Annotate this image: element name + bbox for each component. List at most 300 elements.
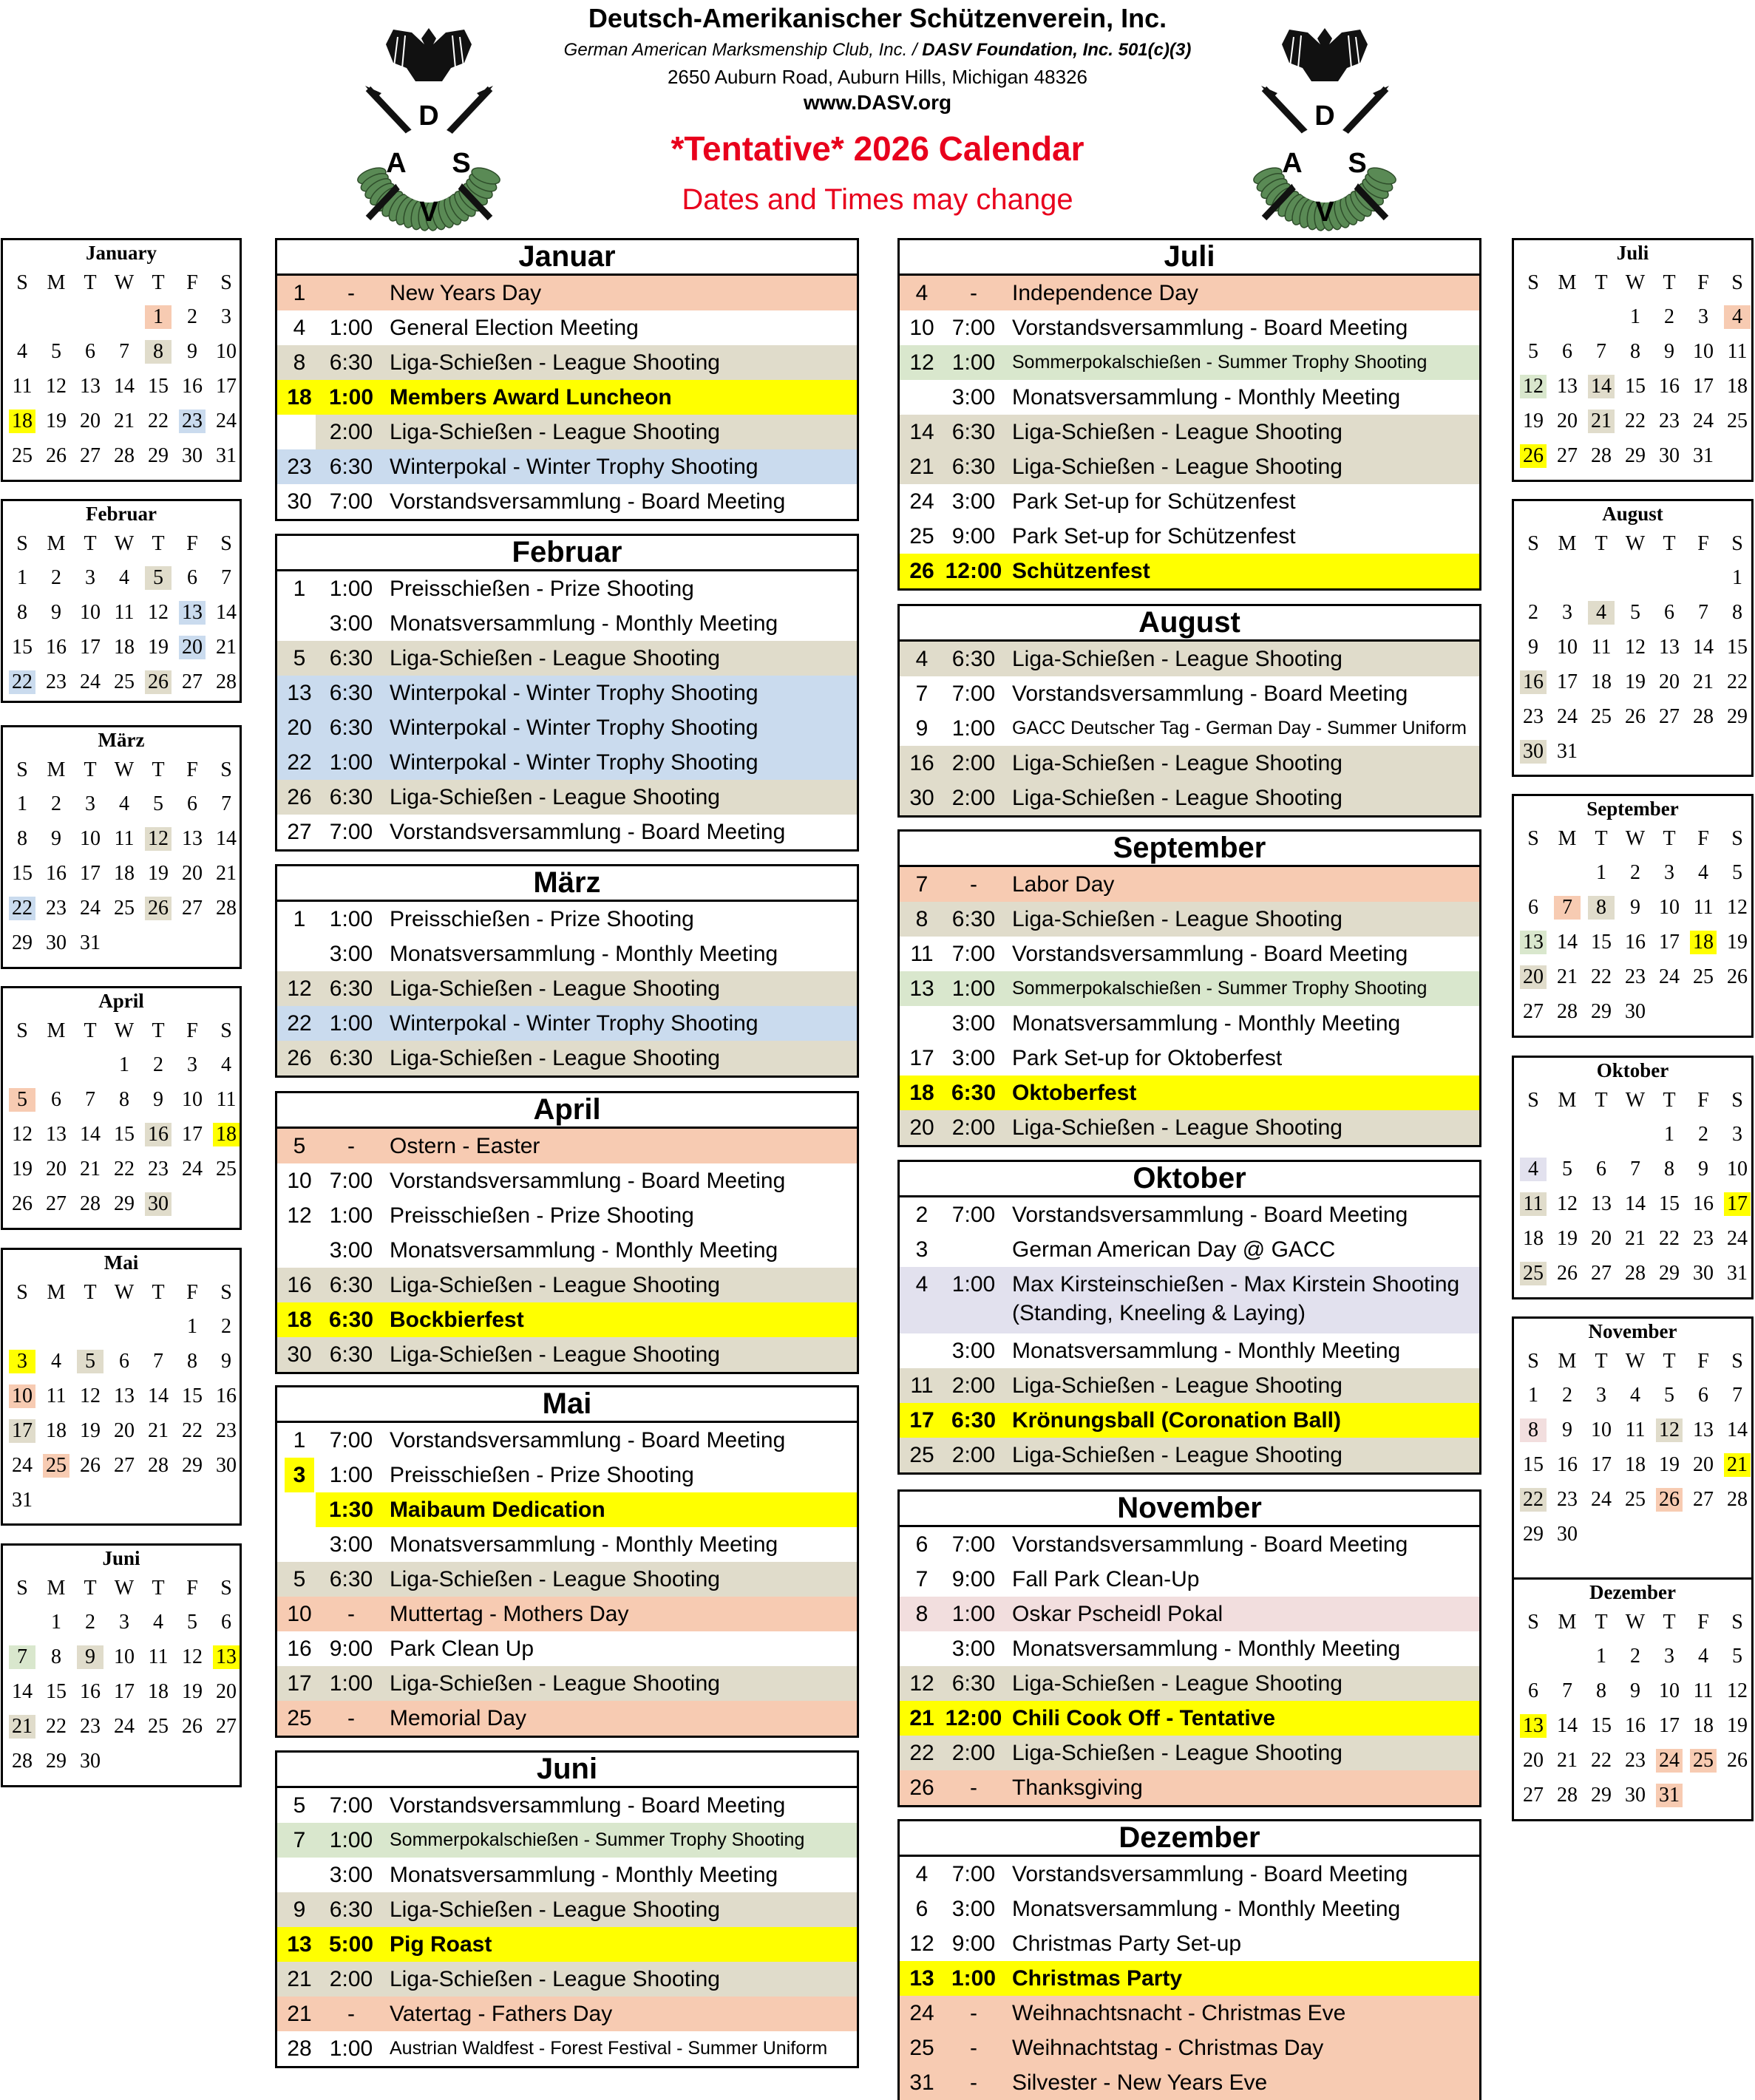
mini-day: 5 — [1528, 340, 1538, 363]
mini-day: 3 — [187, 1053, 197, 1076]
event-row — [900, 1892, 1479, 1926]
mini-day: 19 — [148, 636, 169, 659]
mini-day: 15 — [148, 375, 169, 398]
event-day: 7 — [915, 682, 929, 706]
mini-day: 5 — [9, 1088, 35, 1112]
club-name: Deutsch-Amerikanischer Schützenverein, Inc. — [588, 3, 1167, 33]
mini-day: 30 — [182, 444, 203, 467]
event-time: 2:00 — [329, 420, 373, 444]
event-row — [277, 1892, 857, 1927]
event-day: 8 — [915, 1602, 929, 1626]
weekday-label: S — [220, 532, 232, 555]
event-day: 1 — [293, 577, 306, 601]
mini-day: 10 — [9, 1384, 35, 1408]
event-time: 6:30 — [951, 1408, 997, 1433]
mini-day: 8 — [145, 340, 172, 364]
mini-day: 2 — [1562, 1384, 1572, 1407]
event-time: 3:00 — [329, 611, 373, 636]
mini-day: 8 — [17, 601, 27, 624]
event-time: 1:00 — [329, 1203, 373, 1228]
mini-day: 26 — [182, 1715, 203, 1738]
club-address: 2650 Auburn Road, Auburn Hills, Michigan 48326 — [667, 66, 1088, 88]
mini-day: 12 — [145, 827, 172, 851]
event-row — [277, 1233, 857, 1268]
event-time: 7:00 — [329, 489, 373, 514]
weekday-label: T — [1663, 1611, 1676, 1634]
mini-day: 16 — [1557, 1453, 1578, 1476]
mini-day: 7 — [1698, 601, 1708, 624]
event-row — [277, 1666, 857, 1701]
event-name: Liga-Schießen - League Shooting — [390, 1967, 720, 1991]
weekday-label: S — [1527, 1350, 1539, 1373]
event-time: 6:30 — [329, 716, 373, 740]
event-row — [900, 1076, 1479, 1110]
event-name: Vorstandsversammlung - Board Meeting — [390, 820, 786, 844]
weekday-label: F — [1697, 1611, 1709, 1634]
mini-day: 22 — [114, 1158, 135, 1180]
event-name: Liga-Schießen - League Shooting — [390, 420, 720, 444]
mini-calendar-november — [1512, 1316, 1754, 1594]
event-row — [900, 1110, 1479, 1145]
mini-day: 13 — [80, 375, 101, 398]
mini-day: 29 — [1591, 1000, 1612, 1023]
mini-day: 10 — [1591, 1418, 1612, 1441]
mini-day: 17 — [1557, 670, 1578, 693]
mini-day: 30 — [46, 931, 67, 954]
event-day: 13 — [909, 1966, 934, 1991]
event-time: 6:30 — [329, 1046, 373, 1070]
emblem-letter: V — [419, 197, 438, 228]
mini-day: 28 — [148, 1454, 169, 1477]
mini-day: 16 — [145, 1123, 172, 1146]
mini-day: 6 — [51, 1088, 61, 1111]
mini-day: 6 — [187, 792, 197, 815]
event-day: 21 — [909, 455, 934, 479]
event-day: 5 — [293, 1793, 306, 1818]
mini-day: 9 — [1698, 1158, 1708, 1180]
event-time: - — [970, 2070, 977, 2095]
event-row — [900, 484, 1479, 519]
event-name: Monatsversammlung - Monthly Meeting — [390, 1863, 778, 1887]
mini-day: 5 — [1630, 601, 1640, 624]
event-day: 9 — [915, 716, 929, 741]
mini-day: 1 — [1596, 1645, 1606, 1668]
event-name: Monatsversammlung - Monthly Meeting — [1012, 1897, 1401, 1921]
mini-day: 9 — [1528, 636, 1538, 659]
event-time: 1:00 — [951, 716, 996, 741]
mini-day: 11 — [46, 1384, 67, 1407]
event-name: Liga-Schießen - League Shooting — [390, 1273, 720, 1297]
event-day: 4 — [915, 281, 929, 305]
mini-day: 5 — [145, 566, 172, 590]
mini-day: 7 — [1732, 1384, 1742, 1407]
event-time: - — [347, 1602, 355, 1626]
event-name: Liga-Schießen - League Shooting — [390, 976, 720, 1001]
event-row — [900, 276, 1479, 310]
mini-day: 6 — [1596, 1158, 1606, 1180]
mini-day: 15 — [12, 636, 33, 659]
weekday-label: T — [152, 532, 165, 555]
event-name: Muttertag - Mothers Day — [390, 1602, 629, 1626]
event-name: Winterpokal - Winter Trophy Shooting — [390, 1011, 758, 1036]
mini-day: 23 — [216, 1419, 237, 1442]
mini-calendar-mai — [1, 1248, 242, 1526]
event-row — [277, 1527, 857, 1562]
event-row — [277, 937, 857, 971]
event-row — [277, 1129, 857, 1163]
event-row — [277, 415, 857, 449]
club-subtitle — [0, 40, 1755, 61]
mini-day: 27 — [1693, 1488, 1714, 1511]
mini-day: 8 — [119, 1088, 129, 1111]
mini-day: 3 — [9, 1350, 35, 1373]
event-day: 17 — [909, 1408, 934, 1433]
event-name: Members Award Luncheon — [390, 385, 672, 410]
mini-day: 11 — [1520, 1192, 1547, 1216]
mini-calendar-title: Juli — [1616, 242, 1649, 264]
mini-day: 5 — [1664, 1384, 1674, 1407]
mini-day: 3 — [1698, 305, 1708, 328]
mini-day: 14 — [148, 1384, 169, 1407]
event-time: 6:30 — [329, 681, 373, 705]
event-row — [900, 971, 1479, 1006]
event-time: 6:30 — [329, 1567, 373, 1591]
mini-day: 18 — [1591, 670, 1612, 693]
event-name: Park Set-up for Oktoberfest — [1012, 1046, 1283, 1070]
weekday-label: T — [1595, 532, 1608, 555]
mini-day: 15 — [1591, 1714, 1612, 1737]
weekday-label: T — [1595, 1611, 1608, 1634]
mini-day: 14 — [1727, 1418, 1748, 1441]
mini-day: 18 — [213, 1123, 240, 1146]
event-name: Chili Cook Off - Tentative — [1012, 1706, 1276, 1730]
event-day: 12 — [287, 1203, 312, 1228]
mini-day: 27 — [114, 1454, 135, 1477]
event-row — [277, 745, 857, 780]
event-day: 7 — [915, 1567, 929, 1591]
event-name: Vorstandsversammlung - Board Meeting — [1012, 1862, 1408, 1886]
weekday-label: S — [16, 532, 28, 555]
weekday-label: T — [152, 1019, 165, 1042]
event-time: 9:00 — [951, 1567, 996, 1591]
emblem-letter: A — [386, 148, 407, 179]
event-time: 7:00 — [329, 1169, 373, 1193]
event-row — [900, 449, 1479, 484]
event-day: 5 — [293, 646, 306, 670]
event-day: 1 — [293, 281, 306, 305]
month-august — [897, 604, 1481, 818]
weekday-label: S — [1527, 532, 1539, 555]
weekday-label: W — [1625, 1350, 1646, 1373]
event-day: 24 — [909, 489, 934, 514]
mini-day: 28 — [1625, 1262, 1646, 1285]
month-märz — [275, 864, 859, 1078]
weekday-label: M — [47, 758, 66, 781]
event-time: - — [970, 281, 977, 305]
month-title: April — [277, 1093, 857, 1129]
mini-day: 14 — [216, 827, 237, 850]
mini-day: 12 — [1520, 375, 1547, 398]
event-name: Ostern - Easter — [390, 1134, 540, 1158]
mini-day: 15 — [1523, 1453, 1544, 1476]
weekday-label: W — [114, 1281, 135, 1304]
mini-day: 20 — [1659, 670, 1680, 693]
event-day: 20 — [287, 716, 312, 740]
event-name: Liga-Schießen - League Shooting — [1012, 1443, 1342, 1467]
mini-calendar-title: September — [1586, 798, 1679, 820]
mini-day: 4 — [1520, 1158, 1547, 1181]
event-name: Krönungsball (Coronation Ball) — [1012, 1408, 1341, 1433]
weekday-label: S — [1731, 532, 1743, 555]
event-day: 7 — [915, 872, 929, 897]
weekday-label: S — [220, 1577, 232, 1600]
weekday-label: T — [84, 1577, 97, 1600]
mini-day: 29 — [46, 1750, 67, 1773]
emblem-letter: D — [1314, 101, 1335, 132]
mini-day: 26 — [1557, 1262, 1578, 1285]
event-time: 6:30 — [951, 455, 996, 479]
event-day: 5 — [293, 1134, 306, 1158]
weekday-label: S — [1731, 827, 1743, 850]
weekday-label: T — [84, 1281, 97, 1304]
event-time: 1:00 — [951, 1602, 996, 1626]
mini-day: 28 — [216, 897, 237, 920]
mini-day: 6 — [85, 340, 95, 363]
mini-day: 22 — [1591, 965, 1612, 988]
event-name: Weihnachtstag - Christmas Day — [1012, 2036, 1324, 2060]
mini-day: 17 — [9, 1419, 35, 1443]
mini-day: 20 — [179, 636, 206, 659]
event-row — [900, 2031, 1479, 2065]
weekday-label: M — [1558, 827, 1577, 850]
mini-day: 28 — [1557, 1000, 1578, 1023]
mini-calendar-january — [1, 238, 242, 482]
mini-day: 24 — [114, 1715, 135, 1738]
mini-day: 15 — [182, 1384, 203, 1407]
weekday-label: T — [152, 271, 165, 294]
event-row — [277, 1701, 857, 1736]
mini-day: 7 — [153, 1350, 163, 1373]
event-day: 22 — [287, 1011, 312, 1036]
event-time: - — [347, 281, 355, 305]
event-row — [900, 902, 1479, 937]
mini-calendar-august — [1512, 499, 1754, 777]
mini-day: 21 — [1724, 1453, 1751, 1477]
weekday-label: S — [220, 271, 232, 294]
mini-day: 8 — [1588, 896, 1615, 920]
weekday-label: S — [16, 1577, 28, 1600]
event-row — [277, 1337, 857, 1372]
event-row — [900, 1996, 1479, 2031]
mini-calendar-september — [1512, 794, 1754, 1038]
weekday-label: M — [1558, 1089, 1577, 1112]
mini-day: 16 — [216, 1384, 237, 1407]
mini-day: 17 — [1659, 1714, 1680, 1737]
event-time: 3:00 — [329, 942, 373, 966]
event-day: 4 — [915, 647, 929, 671]
mini-day: 18 — [114, 636, 135, 659]
mini-day: 5 — [1732, 1645, 1742, 1668]
weekday-label: S — [1731, 1089, 1743, 1112]
event-time: 9:00 — [951, 1931, 996, 1956]
event-name: Preisschießen - Prize Shooting — [390, 1203, 694, 1228]
event-row — [900, 1006, 1479, 1041]
mini-calendar-title: Juni — [102, 1547, 140, 1569]
event-time: 6:30 — [329, 646, 373, 670]
mini-day: 24 — [1591, 1488, 1612, 1511]
event-day: 3 — [915, 1237, 929, 1262]
mini-day: 25 — [12, 444, 33, 467]
event-day: 25 — [909, 1443, 934, 1467]
weekday-label: T — [1663, 1350, 1676, 1373]
mini-day: 22 — [182, 1419, 203, 1442]
event-row — [900, 1857, 1479, 1892]
event-time: 7:00 — [329, 820, 373, 844]
event-row — [900, 519, 1479, 554]
mini-day: 28 — [114, 444, 135, 467]
mini-day: 20 — [216, 1680, 237, 1703]
event-row — [900, 746, 1479, 781]
mini-day: 25 — [114, 670, 135, 693]
mini-day: 4 — [1630, 1384, 1640, 1407]
mini-day: 3 — [85, 566, 95, 589]
weekday-label: T — [152, 1577, 165, 1600]
mini-day: 11 — [1591, 636, 1612, 659]
event-name: Pig Roast — [390, 1932, 492, 1957]
mini-day: 25 — [1520, 1262, 1547, 1285]
event-name: New Years Day — [390, 281, 542, 305]
mini-day: 30 — [1557, 1523, 1578, 1546]
event-time: 1:00 — [329, 750, 373, 775]
mini-day: 9 — [153, 1088, 163, 1111]
event-time: - — [347, 2002, 355, 2026]
weekday-label: T — [1663, 827, 1676, 850]
mini-day: 22 — [1659, 1227, 1680, 1250]
mini-day: 8 — [1596, 1679, 1606, 1702]
event-row — [277, 606, 857, 641]
mini-day: 22 — [1591, 1749, 1612, 1772]
mini-day: 13 — [1520, 1714, 1547, 1738]
event-name: Winterpokal - Winter Trophy Shooting — [390, 681, 758, 705]
event-name: Liga-Schießen - League Shooting — [1012, 1115, 1342, 1140]
event-day: 26 — [909, 1776, 934, 1800]
mini-day: 8 — [17, 827, 27, 850]
event-name: Winterpokal - Winter Trophy Shooting — [390, 455, 758, 479]
event-row — [900, 1666, 1479, 1701]
month-dezember — [897, 1819, 1481, 2100]
weekday-label: F — [1697, 1350, 1709, 1373]
mini-day: 9 — [1630, 896, 1640, 919]
mini-day: 23 — [1625, 1749, 1646, 1772]
event-row — [277, 1268, 857, 1302]
event-row — [277, 1163, 857, 1198]
event-name: Vorstandsversammlung - Board Meeting — [1012, 942, 1408, 966]
mini-day: 21 — [114, 410, 135, 432]
mini-day: 12 — [1727, 896, 1748, 919]
mini-day: 29 — [1625, 444, 1646, 467]
event-time: 1:00 — [329, 316, 373, 340]
event-row — [900, 676, 1479, 711]
event-time: 6:30 — [329, 976, 373, 1001]
month-title: Juni — [277, 1753, 857, 1788]
weekday-label: F — [1697, 827, 1709, 850]
mini-day: 18 — [9, 410, 35, 433]
mini-day: 16 — [182, 375, 203, 398]
mini-day: 19 — [12, 1158, 33, 1180]
weekday-label: T — [84, 1019, 97, 1042]
event-day: 22 — [287, 750, 312, 775]
event-name: Fall Park Clean-Up — [1012, 1567, 1200, 1591]
mini-day: 2 — [1630, 861, 1640, 884]
weekday-label: T — [1663, 271, 1676, 294]
event-row — [277, 1927, 857, 1962]
event-row — [900, 1368, 1479, 1403]
mini-day: 10 — [182, 1088, 203, 1111]
weekday-label: F — [186, 271, 198, 294]
event-day: 25 — [287, 1706, 312, 1730]
mini-day: 20 — [1557, 410, 1578, 432]
event-row — [900, 1267, 1479, 1333]
event-row — [277, 345, 857, 380]
mini-day: 12 — [46, 375, 67, 398]
mini-day: 4 — [1698, 861, 1708, 884]
weekday-label: M — [47, 1281, 66, 1304]
event-name: Liga-Schießen - League Shooting — [390, 1897, 720, 1922]
event-row — [277, 571, 857, 606]
mini-day: 28 — [216, 670, 237, 693]
event-time: 7:00 — [951, 942, 996, 966]
event-day: 10 — [909, 316, 934, 340]
mini-day: 21 — [1588, 410, 1615, 433]
event-name: Christmas Party Set-up — [1012, 1931, 1242, 1956]
event-name: Liga-Schießen - League Shooting — [1012, 786, 1342, 810]
event-day: 17 — [909, 1046, 934, 1070]
weekday-label: S — [16, 758, 28, 781]
event-day: 7 — [293, 1828, 306, 1852]
mini-day: 1 — [17, 566, 27, 589]
month-mai — [275, 1385, 859, 1738]
event-name: Thanksgiving — [1012, 1776, 1143, 1800]
event-day: 13 — [287, 1932, 312, 1957]
event-time: 1:00 — [951, 1272, 996, 1297]
mini-day: 21 — [148, 1419, 169, 1442]
mini-day: 27 — [182, 897, 203, 920]
mini-day: 26 — [1656, 1488, 1683, 1512]
event-name: Liga-Schießen - League Shooting — [1012, 647, 1342, 671]
mini-day: 28 — [80, 1192, 101, 1215]
event-name: Liga-Schießen - League Shooting — [390, 785, 720, 809]
event-time: 2:00 — [951, 751, 996, 775]
event-time: 6:30 — [329, 455, 373, 479]
event-row — [277, 710, 857, 745]
event-day: 10 — [287, 1602, 312, 1626]
mini-day: 17 — [182, 1123, 203, 1146]
mini-day: 13 — [1520, 931, 1547, 954]
mini-day: 31 — [1693, 444, 1714, 467]
mini-day: 7 — [119, 340, 129, 363]
mini-day: 27 — [182, 670, 203, 693]
mini-day: 13 — [182, 827, 203, 850]
event-name: Weihnachtsnacht - Christmas Eve — [1012, 2001, 1346, 2025]
mini-day: 17 — [80, 862, 101, 885]
mini-day: 5 — [153, 792, 163, 815]
weekday-label: T — [152, 1281, 165, 1304]
event-name: Liga-Schießen - League Shooting — [1012, 1373, 1342, 1398]
event-day: 21 — [287, 1967, 312, 1991]
mini-calendar-märz — [1, 725, 242, 969]
mini-day: 16 — [80, 1680, 101, 1703]
event-row — [900, 1736, 1479, 1770]
